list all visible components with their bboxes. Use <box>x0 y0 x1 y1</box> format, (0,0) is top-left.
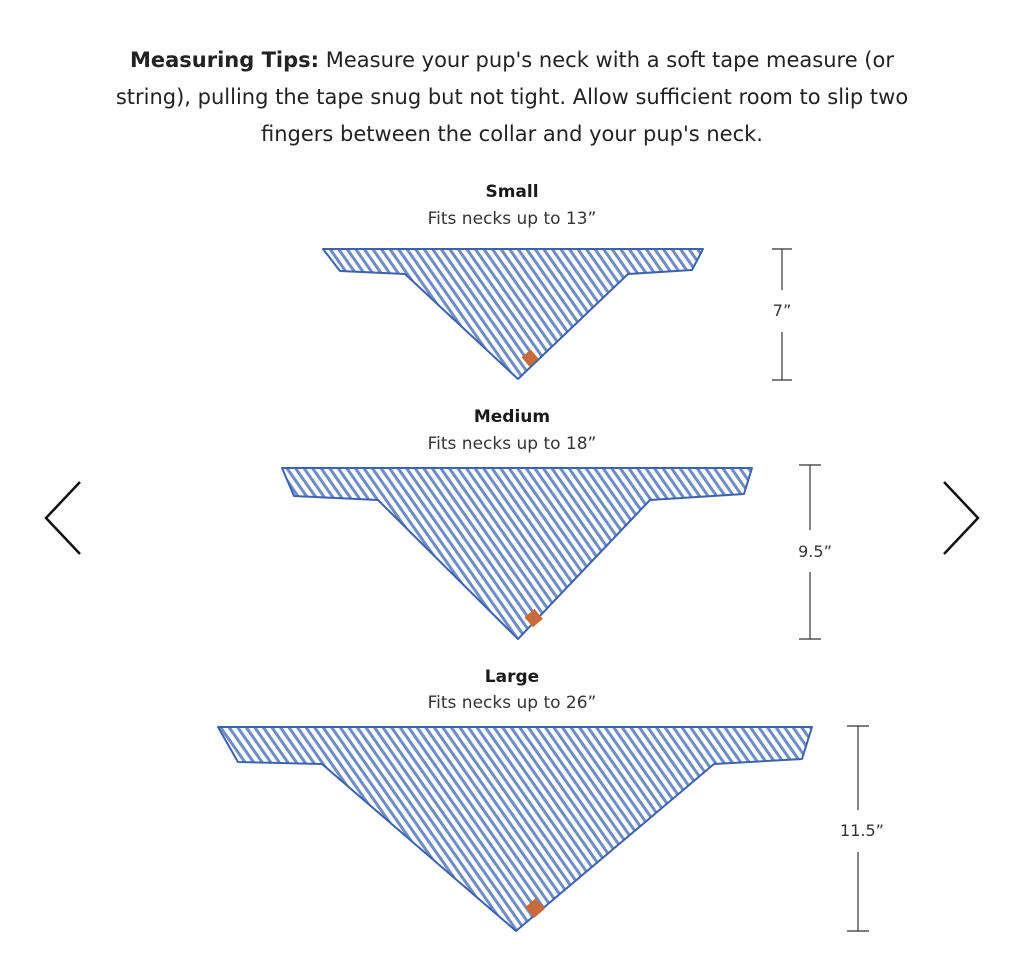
bandana-medium <box>282 468 752 639</box>
chevron-left-icon <box>42 478 86 558</box>
size-fits-large: Fits necks up to 26” <box>427 693 597 713</box>
size-title-small: Small <box>485 182 539 202</box>
chevron-right-icon <box>938 478 982 558</box>
measure-label-large: 11.5” <box>832 819 892 842</box>
bandana-small <box>323 249 703 379</box>
next-button[interactable] <box>938 478 982 558</box>
measure-label-small: 7” <box>752 299 812 322</box>
previous-button[interactable] <box>42 478 86 558</box>
measuring-tips-text: Measure your pup's neck with a soft tape measure (or string), pulling the tape snug but not tight. Allow sufficient room to slip two fingers between the collar and your pup's neck. <box>115 48 909 146</box>
size-fits-medium: Fits necks up to 18” <box>427 434 597 454</box>
size-fits-small: Fits necks up to 13” <box>427 209 597 229</box>
bandana-large <box>218 727 812 931</box>
size-title-medium: Medium <box>473 407 551 427</box>
size-title-large: Large <box>484 667 540 687</box>
measuring-tips-heading: Measuring Tips: <box>129 48 320 72</box>
measure-label-medium: 9.5” <box>785 540 845 563</box>
